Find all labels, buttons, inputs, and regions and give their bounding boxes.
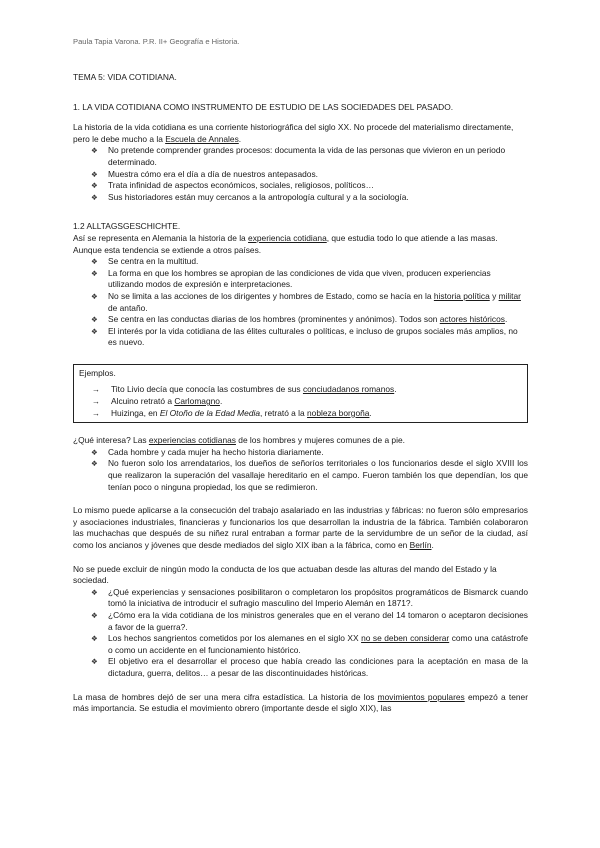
list-item: ❖ Se centra en la multitud. — [91, 256, 528, 268]
list-item: → Alcuino retrató a Carlomagno. — [92, 396, 522, 408]
section-2-intro: Así se representa en Alemania la historia de la experiencia cotidiana, que estudia todo lo que atiende a las masas. Aunque esta tendencia se extiende a otros países. — [73, 232, 498, 255]
list-item: ❖ ¿Cómo era la vida cotidiana de los ministros generales que en el verano del 14 tomaron o aceptaron decisiones a favor de la guerra?. — [91, 610, 528, 633]
document-body — [73, 72, 528, 715]
list-item: ❖ La forma en que los hombres se apropian de las condiciones de vida que viven, producen experiencias utilizando modos de expresión e interpretaciones. — [91, 268, 528, 291]
section-1-list — [73, 145, 528, 203]
list-item: → Huizinga, en El Otoño de la Edad Media, retrató a la nobleza borgoña. — [92, 408, 522, 420]
list-item: ❖ No se limita a las acciones de los dirigentes y hombres de Estado, como se hacía en la historia política y militar de antaño. — [91, 291, 528, 314]
section-2-list — [73, 256, 528, 349]
section-1-heading: 1. LA VIDA COTIDIANA COMO INSTRUMENTO DE ESTUDIO DE LAS SOCIEDADES DEL PASADO. — [73, 101, 454, 112]
interest-question: ¿Qué interesa? Las experiencias cotidianas de los hombres y mujeres comunes de a pie. — [73, 435, 405, 446]
list-item: ❖ Los hechos sangrientos cometidos por los alemanes en el siglo XX no se deben considerar como una catástrofe o como un accidente en el funcionamiento histórico. — [91, 633, 528, 656]
examples-box — [73, 364, 528, 423]
list-item: ❖ Cada hombre y cada mujer ha hecho historia diariamente. — [91, 447, 528, 459]
list-item: ❖ ¿Qué experiencias y sensaciones posibilitaron o completaron los propósitos programáticos de Bismarck cuando tomó la iniciativa de introducir el sufragio masculino del Imperio Alemán en 1871?. — [91, 587, 528, 610]
paragraph-state: No se puede excluir de ningún modo la conducta de los que actuaban desde las alturas del mando del Estado y la sociedad. — [73, 563, 497, 586]
list-item: → Tito Livio decía que conocía las costumbres de sus conciudadanos romanos. — [92, 384, 522, 396]
paragraph-industry: Lo mismo puede aplicarse a la consecución del trabajo asalariado en las industrias y fábricas: no fueron sólo empresarios y asociaciones industriales, financieras y funcionarios los que desarrollan la industria de la fábrica. También colaboraron las muchachas que después de su niñez rural entraban a formar parte de la servidumbre de un señor de la ciudad, así como los ancianos y jóvenes que desde mediados del siglo XIX iban a la fábrica, como en Berlín. — [73, 505, 528, 550]
list-item: ❖ Sus historiadores están muy cercanos a la antropología cultural y a la sociología. — [91, 192, 528, 204]
examples-title: Ejemplos. — [79, 367, 116, 378]
page-header: Paula Tapia Varona. P.R. II+ Geografía e Historia. — [73, 37, 240, 46]
paragraph-masses: La masa de hombres dejó de ser una mera cifra estadística. La historia de los movimientos populares empezó a tener más importancia. Se estudia el movimiento obrero (importante desde el siglo XIX), las — [73, 691, 528, 714]
list-item: ❖ El objetivo era el desarrollar el proceso que había creado las condiciones para la aceptación en masa de la dictadura, guerra, delitos… a pesar de las discontinuidades históricas. — [91, 656, 528, 679]
examples-list — [79, 384, 522, 419]
list-item: ❖ Trata infinidad de aspectos económicos, sociales, religiosos, políticos… — [91, 180, 528, 192]
list-item: ❖ El interés por la vida cotidiana de las élites culturales o políticas, e incluso de grupos sociales más amplios, no es nuevo. — [91, 326, 528, 349]
list-item: ❖ Muestra cómo era el día a día de nuestros antepasados. — [91, 169, 528, 181]
section-2-heading: 1.2 ALLTAGSGESCHICHTE. — [73, 221, 181, 232]
state-list — [73, 587, 528, 680]
section-1-intro: La historia de la vida cotidiana es una corriente historiográfica del siglo XX. No procede del materialismo directamente, pero le debe mucho a la Escuela de Annales. — [73, 122, 514, 144]
doc-title: TEMA 5: VIDA COTIDIANA. — [73, 72, 177, 82]
list-item: ❖ No pretende comprender grandes procesos: documenta la vida de las personas que vivieron en un periodo determinado. — [91, 145, 528, 168]
interest-list — [73, 447, 528, 493]
list-item: ❖ No fueron solo los arrendatarios, los dueños de señoríos territoriales o los funcionarios desde el siglo XVIII los que realizaron la superación del vasallaje hereditario en el campo. Fueron también los que dependían, los que tenían poco o ninguna propiedad, los que se redimieron. — [91, 458, 528, 493]
list-item: ❖ Se centra en las conductas diarias de los hombres (prominentes y anónimos). Todos son actores históricos. — [91, 314, 528, 326]
experiencia-cotidiana-link: experiencia cotidiana — [248, 232, 327, 243]
annales-link: Escuela de Annales — [165, 133, 239, 144]
